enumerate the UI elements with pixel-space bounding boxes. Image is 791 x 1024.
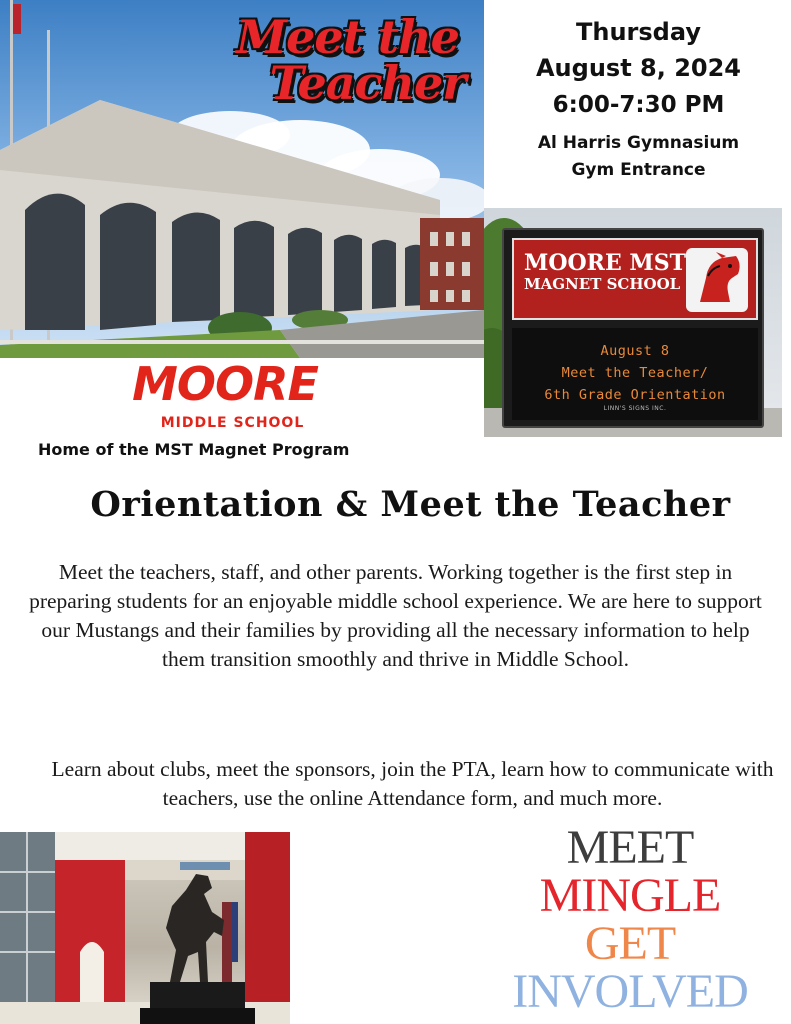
led-line-2: Meet the Teacher/ bbox=[561, 365, 709, 381]
mustang-horse-head-icon bbox=[686, 248, 748, 312]
led-line-3: 6th Grade Orientation bbox=[544, 387, 726, 403]
title-line-1: Meet the bbox=[236, 10, 459, 64]
sign-maker-label: LINN'S SIGNS INC. bbox=[603, 405, 667, 412]
event-details bbox=[486, 14, 791, 184]
slogan-meet: MEET bbox=[566, 821, 694, 874]
sign-led-message bbox=[512, 328, 758, 420]
led-line-1: August 8 bbox=[600, 343, 670, 359]
sign-school-name bbox=[524, 252, 689, 293]
marquee-sign bbox=[502, 228, 764, 428]
school-sign-photo bbox=[484, 208, 782, 437]
intro-paragraph: Meet the teachers, staff, and other parents. Working together is the first step in preparing students for an enjoyable middle school experience. We are here to support our Mustangs and their families by providing all the necessary information to help them transition smoothly and thrive in Middle School. bbox=[29, 560, 762, 671]
event-location-line-2: Gym Entrance bbox=[571, 160, 706, 180]
event-location-line-1: Al Harris Gymnasium bbox=[537, 133, 740, 153]
magnet-program-tagline: Home of the MST Magnet Program bbox=[38, 440, 350, 459]
mustang-statue bbox=[0, 832, 290, 1024]
title-line-2: Teacher bbox=[269, 56, 466, 110]
learn-paragraph: Learn about clubs, meet the sponsors, join the PTA, learn how to communicate with teachers, use the online Attendance form, and much more. bbox=[51, 757, 774, 810]
event-location bbox=[486, 130, 791, 184]
meet-the-teacher-title bbox=[205, 10, 490, 110]
meet-mingle-get-involved-slogan bbox=[500, 821, 760, 1018]
middle-school-label: MIDDLE SCHOOL bbox=[160, 415, 305, 431]
moore-logo-wordmark: MOORE bbox=[132, 357, 318, 411]
event-date: August 8, 2024 bbox=[535, 54, 741, 82]
slogan-mingle: MINGLE bbox=[539, 869, 721, 922]
sign-name-line-2: MAGNET SCHOOL bbox=[524, 275, 681, 294]
slogan-involved: INVOLVED bbox=[512, 965, 748, 1018]
sign-name-line-1: MOORE MST bbox=[524, 250, 687, 276]
school-interior-photo bbox=[0, 832, 290, 1024]
event-time: 6:00-7:30 PM bbox=[552, 92, 725, 118]
page-title: Orientation & Meet the Teacher bbox=[90, 484, 731, 525]
event-day: Thursday bbox=[576, 18, 701, 46]
slogan-get: GET bbox=[584, 917, 676, 970]
sign-header bbox=[512, 238, 758, 320]
